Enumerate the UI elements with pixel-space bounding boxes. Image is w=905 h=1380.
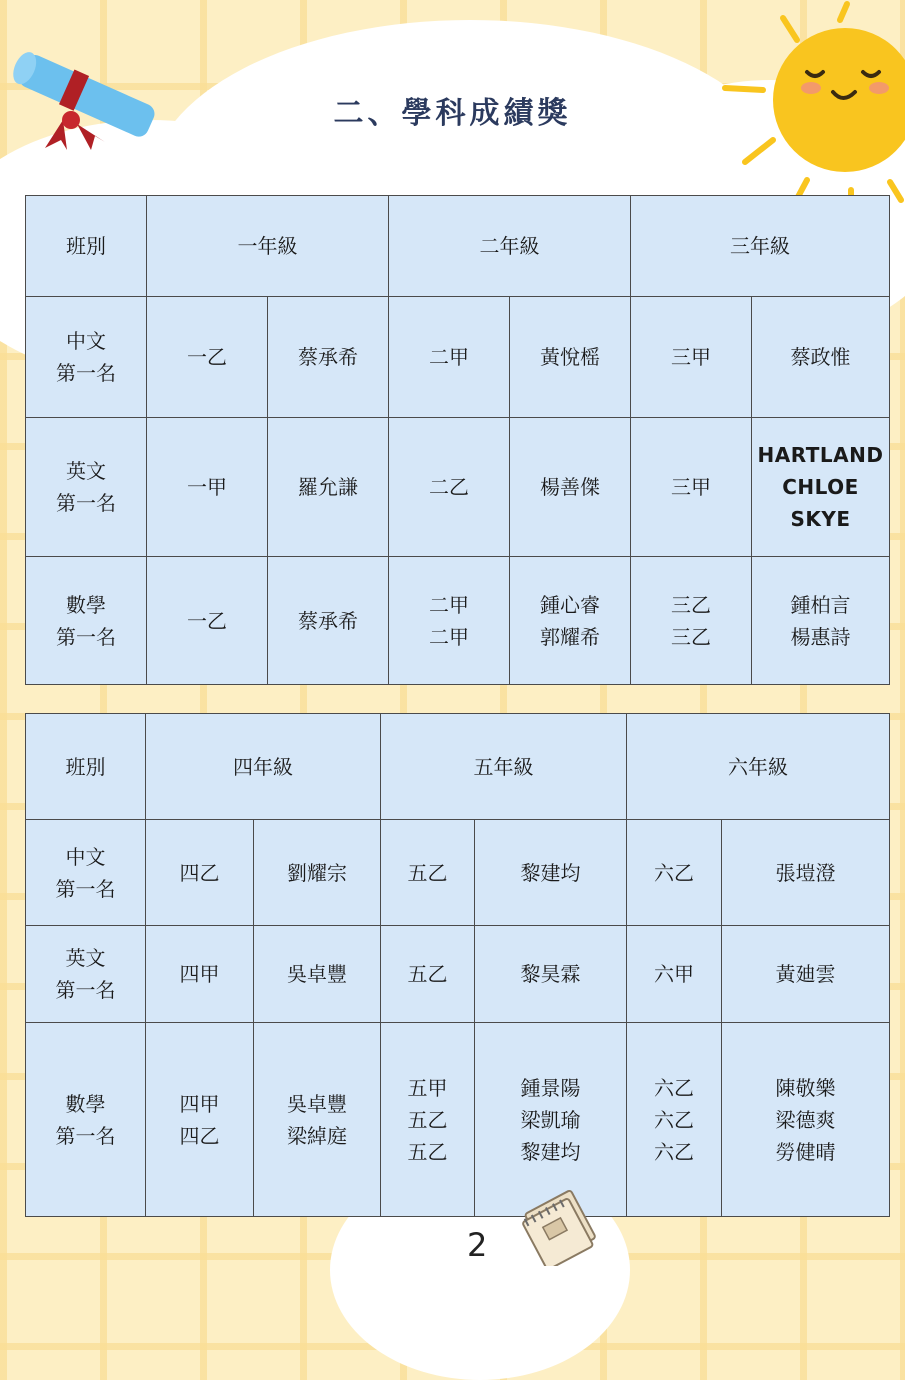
name-cell: 蔡承希 bbox=[268, 297, 389, 418]
class-cell: 一乙 bbox=[147, 557, 268, 685]
subject-row-math bbox=[26, 1023, 890, 1217]
class-cell: 三乙 三乙 bbox=[631, 557, 752, 685]
subject-cell: 英文 第一名 bbox=[26, 926, 146, 1023]
class-cell: 五乙 bbox=[381, 820, 475, 926]
class-cell: 五乙 bbox=[381, 926, 475, 1023]
name-cell: HARTLAND CHLOE SKYE bbox=[752, 418, 890, 557]
name-cell: 楊善傑 bbox=[510, 418, 631, 557]
subject-row-english bbox=[26, 418, 890, 557]
name-cell: 黎昊霖 bbox=[475, 926, 627, 1023]
grade-header: 四年級 bbox=[146, 714, 381, 820]
class-cell: 四甲 四乙 bbox=[146, 1023, 254, 1217]
class-cell: 五甲 五乙 五乙 bbox=[381, 1023, 475, 1217]
class-cell: 四乙 bbox=[146, 820, 254, 926]
name-cell: 蔡承希 bbox=[268, 557, 389, 685]
subject-cell: 數學 第一名 bbox=[26, 557, 147, 685]
name-cell: 鍾柏言 楊惠詩 bbox=[752, 557, 890, 685]
awards-table-upper-grades bbox=[25, 713, 890, 1217]
subject-row-chinese bbox=[26, 820, 890, 926]
header-label: 班別 bbox=[26, 714, 146, 820]
subject-cell: 中文 第一名 bbox=[26, 297, 147, 418]
name-cell: 黃悅榣 bbox=[510, 297, 631, 418]
subject-cell: 數學 第一名 bbox=[26, 1023, 146, 1217]
awards-table-lower-grades bbox=[25, 195, 890, 685]
name-cell: 黃廸雲 bbox=[722, 926, 890, 1023]
class-cell: 六乙 bbox=[627, 820, 722, 926]
grade-header: 二年級 bbox=[389, 196, 631, 297]
class-cell: 四甲 bbox=[146, 926, 254, 1023]
class-cell: 一乙 bbox=[147, 297, 268, 418]
subject-cell: 中文 第一名 bbox=[26, 820, 146, 926]
name-cell: 吳卓豐 梁綽庭 bbox=[254, 1023, 381, 1217]
class-cell: 二甲 二甲 bbox=[389, 557, 510, 685]
grade-header: 三年級 bbox=[631, 196, 890, 297]
name-cell: 鍾景陽 梁凱瑜 黎建均 bbox=[475, 1023, 627, 1217]
class-cell: 三甲 bbox=[631, 418, 752, 557]
grade-header: 五年級 bbox=[381, 714, 627, 820]
name-cell: 黎建均 bbox=[475, 820, 627, 926]
name-cell: 劉耀宗 bbox=[254, 820, 381, 926]
name-cell: 陳敬樂 梁德爽 勞健晴 bbox=[722, 1023, 890, 1217]
subject-row-english bbox=[26, 926, 890, 1023]
page-title: 二、學科成績獎 bbox=[333, 96, 572, 131]
subject-row-math bbox=[26, 557, 890, 685]
header-row bbox=[26, 196, 890, 297]
class-cell: 二甲 bbox=[389, 297, 510, 418]
page-number: 2 bbox=[467, 1226, 488, 1264]
name-cell: 鍾心睿 郭耀希 bbox=[510, 557, 631, 685]
grade-header: 六年級 bbox=[627, 714, 890, 820]
class-cell: 二乙 bbox=[389, 418, 510, 557]
class-cell: 六甲 bbox=[627, 926, 722, 1023]
header-row bbox=[26, 714, 890, 820]
name-cell: 張塏澄 bbox=[722, 820, 890, 926]
name-cell: 羅允謙 bbox=[268, 418, 389, 557]
header-label: 班別 bbox=[26, 196, 147, 297]
grade-header: 一年級 bbox=[147, 196, 389, 297]
name-cell: 蔡政惟 bbox=[752, 297, 890, 418]
subject-row-chinese bbox=[26, 297, 890, 418]
class-cell: 一甲 bbox=[147, 418, 268, 557]
class-cell: 三甲 bbox=[631, 297, 752, 418]
name-cell: 吳卓豐 bbox=[254, 926, 381, 1023]
subject-cell: 英文 第一名 bbox=[26, 418, 147, 557]
notebook-icon bbox=[510, 1186, 606, 1266]
class-cell: 六乙 六乙 六乙 bbox=[627, 1023, 722, 1217]
